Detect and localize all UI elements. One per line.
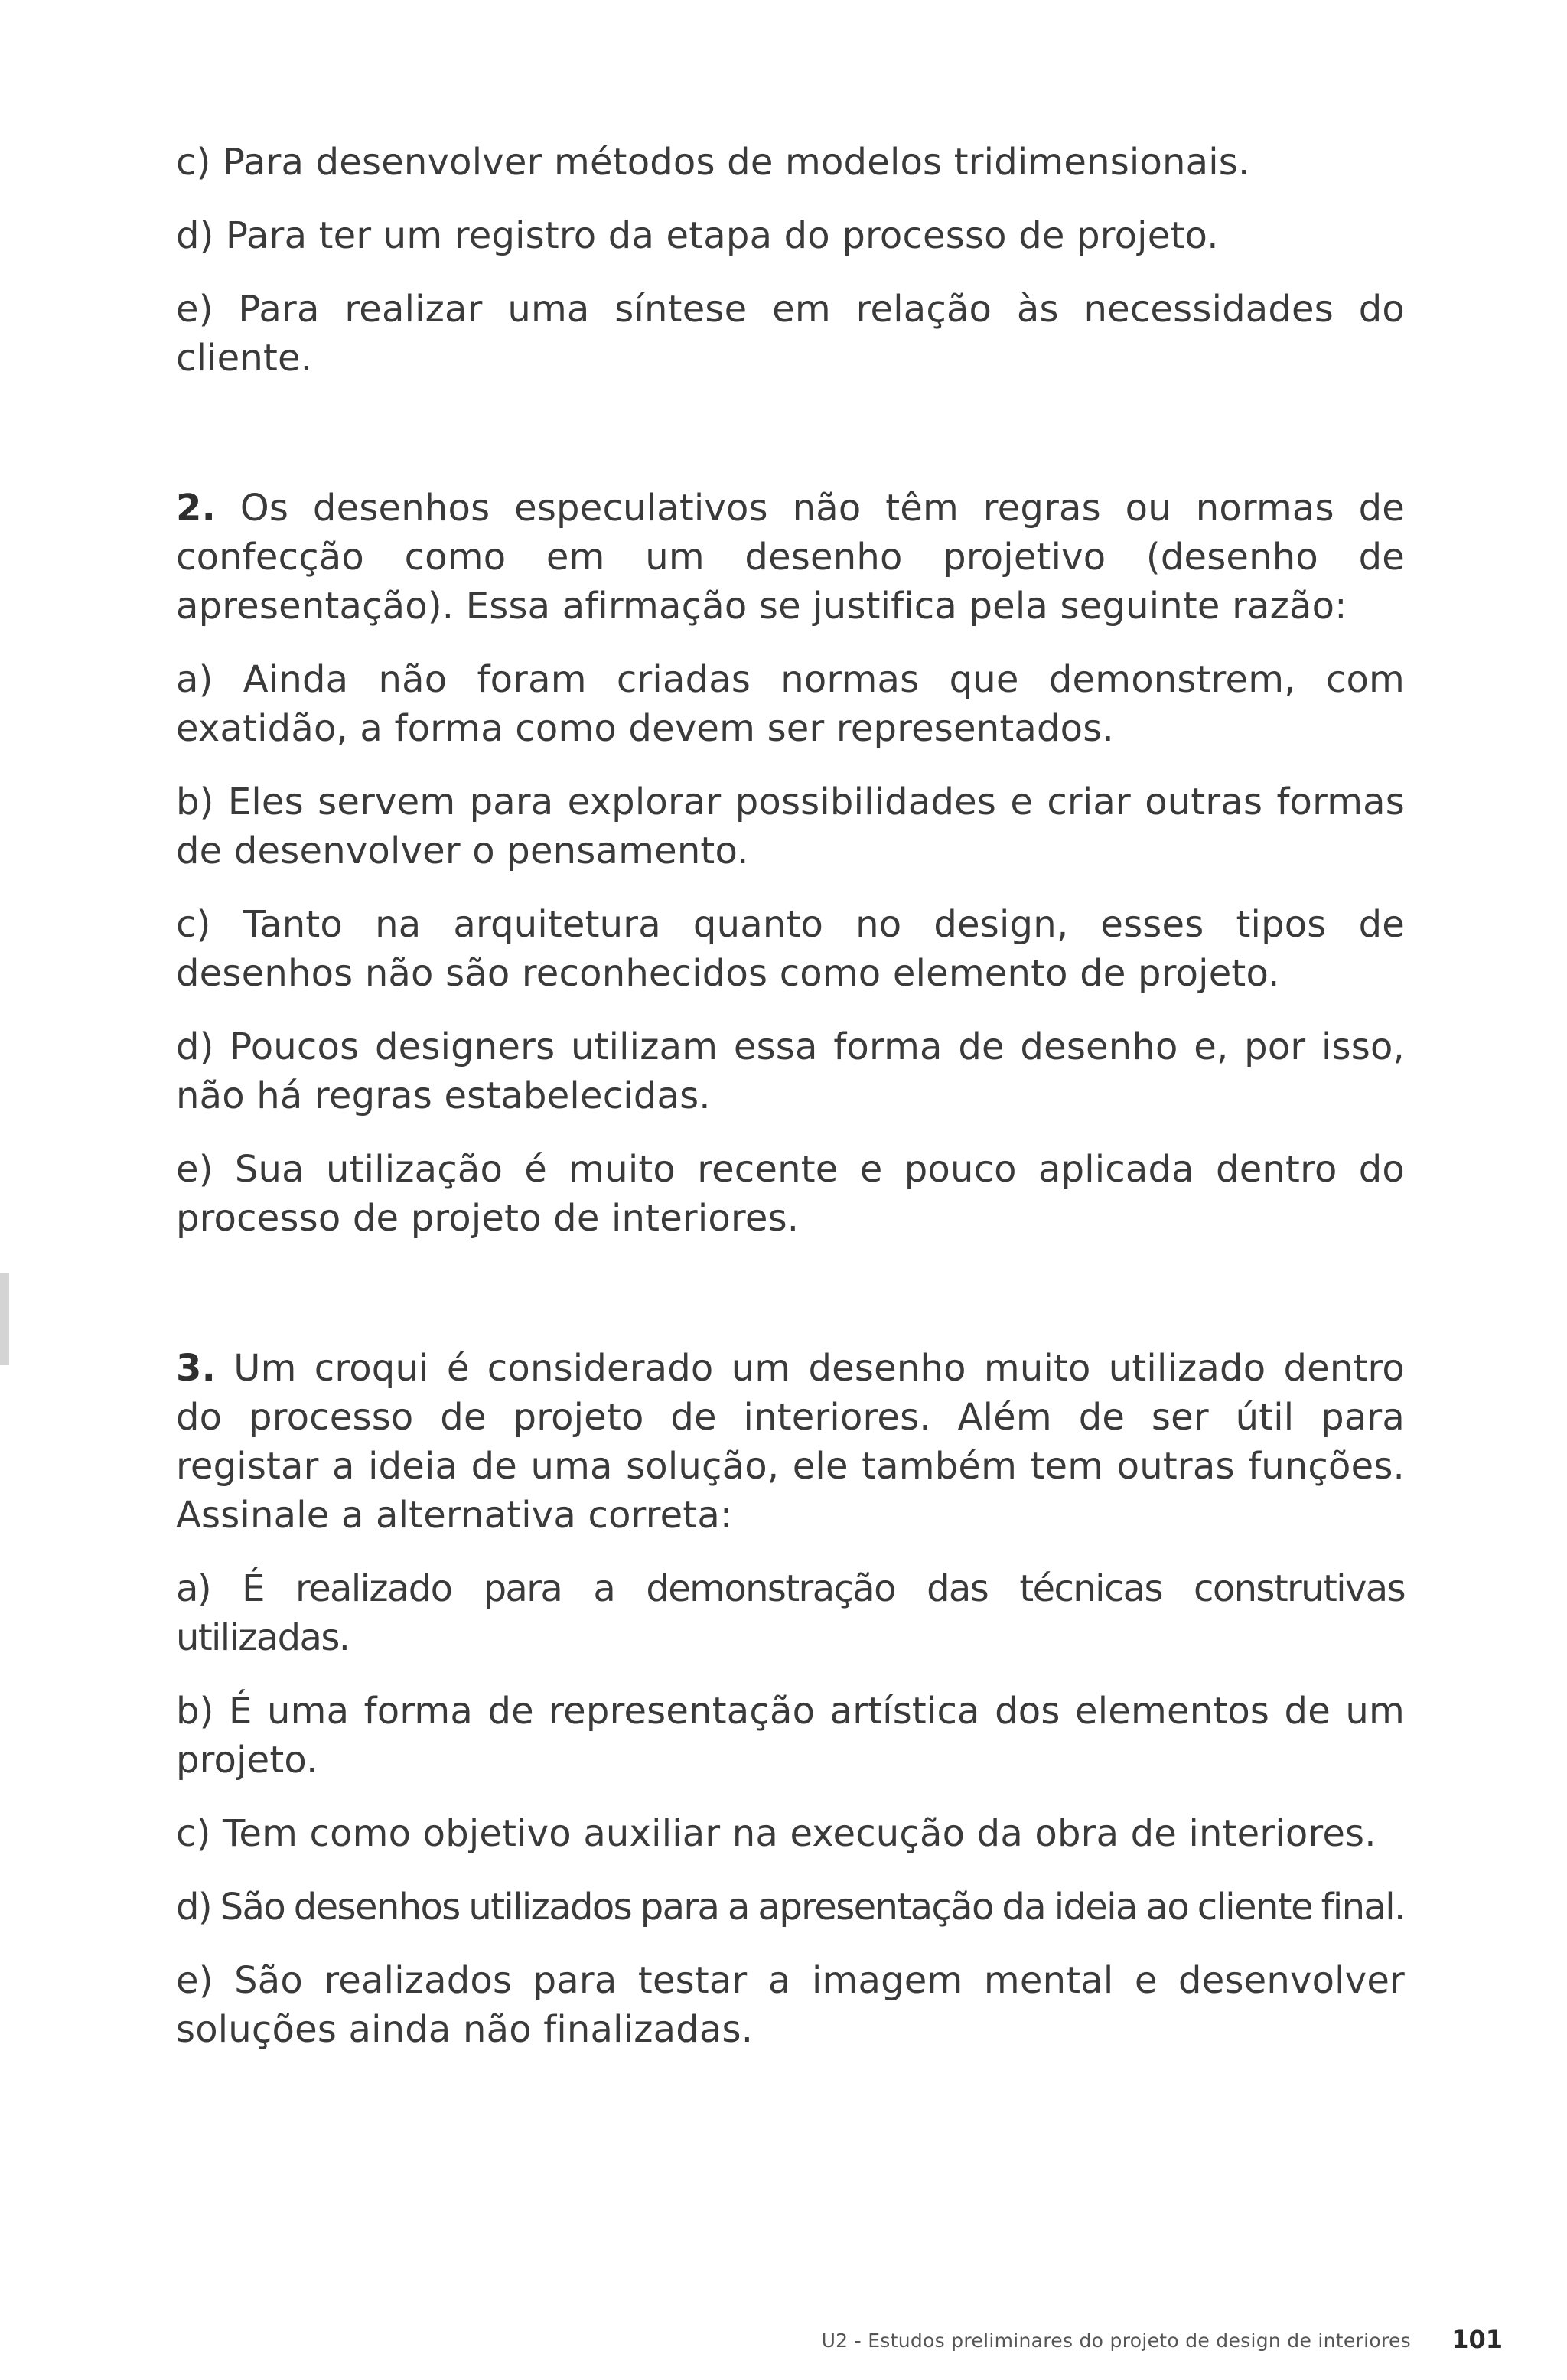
q3-option-a: a) É realizado para a demonstração das técnicas construtivas utilizadas.	[176, 1567, 1405, 1659]
page-edge-marker	[0, 1273, 9, 1365]
question-3-text: Um croqui é considerado um desenho muito utilizado dentro do processo de projeto de interiores. Além de ser útil para registar a ideia de uma solução, ele também tem outras funções. Assinale a alternativa correta:	[176, 1347, 1405, 1537]
question-3	[176, 1344, 1405, 2054]
q2-option-d: d) Poucos designers utilizam essa forma de desenho e, por isso, não há regras estabelecidas.	[176, 1025, 1405, 1117]
question-2	[176, 484, 1405, 1243]
q1-option-c: c) Para desenvolver métodos de modelos tridimensionais.	[176, 141, 1250, 184]
page-footer	[0, 2325, 1567, 2356]
running-title: U2 - Estudos preliminares do projeto de design de interiores	[821, 2329, 1411, 2352]
question-2-text: Os desenhos especulativos não têm regras ou normas de confecção como em um desenho projetivo (desenho de apresentação). Essa afirmação se justifica pela seguinte razão:	[176, 487, 1405, 628]
page-number: 101	[1451, 2325, 1503, 2354]
q3-option-c: c) Tem como objetivo auxiliar na execução da obra de interiores.	[176, 1812, 1376, 1855]
question-3-prompt	[176, 1344, 1405, 1540]
q1-option-d: d) Para ter um registro da etapa do processo de projeto.	[176, 214, 1219, 257]
q2-option-c: c) Tanto na arquitetura quanto no design, esses tipos de desenhos não são reconhecidos como elemento de projeto.	[176, 903, 1405, 995]
question-2-number: 2.	[176, 487, 217, 530]
question-2-prompt	[176, 484, 1405, 631]
q1-option-e: e) Para realizar uma síntese em relação às necessidades do cliente.	[176, 288, 1405, 380]
q2-option-a: a) Ainda não foram criadas normas que demonstrem, com exatidão, a forma como devem ser representados.	[176, 658, 1405, 750]
question-3-number: 3.	[176, 1347, 217, 1390]
q2-option-e: e) Sua utilização é muito recente e pouco aplicada dentro do processo de projeto de interiores.	[176, 1148, 1405, 1240]
page-body	[176, 138, 1405, 2078]
q3-option-e: e) São realizados para testar a imagem mental e desenvolver soluções ainda não finalizadas.	[176, 1959, 1405, 2051]
q2-option-b: b) Eles servem para explorar possibilidades e criar outras formas de desenvolver o pensamento.	[176, 781, 1405, 872]
q3-option-d: d) São desenhos utilizados para a apresentação da ideia ao cliente final.	[176, 1886, 1405, 1928]
q3-option-b: b) É uma forma de representação artística dos elementos de um projeto.	[176, 1690, 1405, 1782]
